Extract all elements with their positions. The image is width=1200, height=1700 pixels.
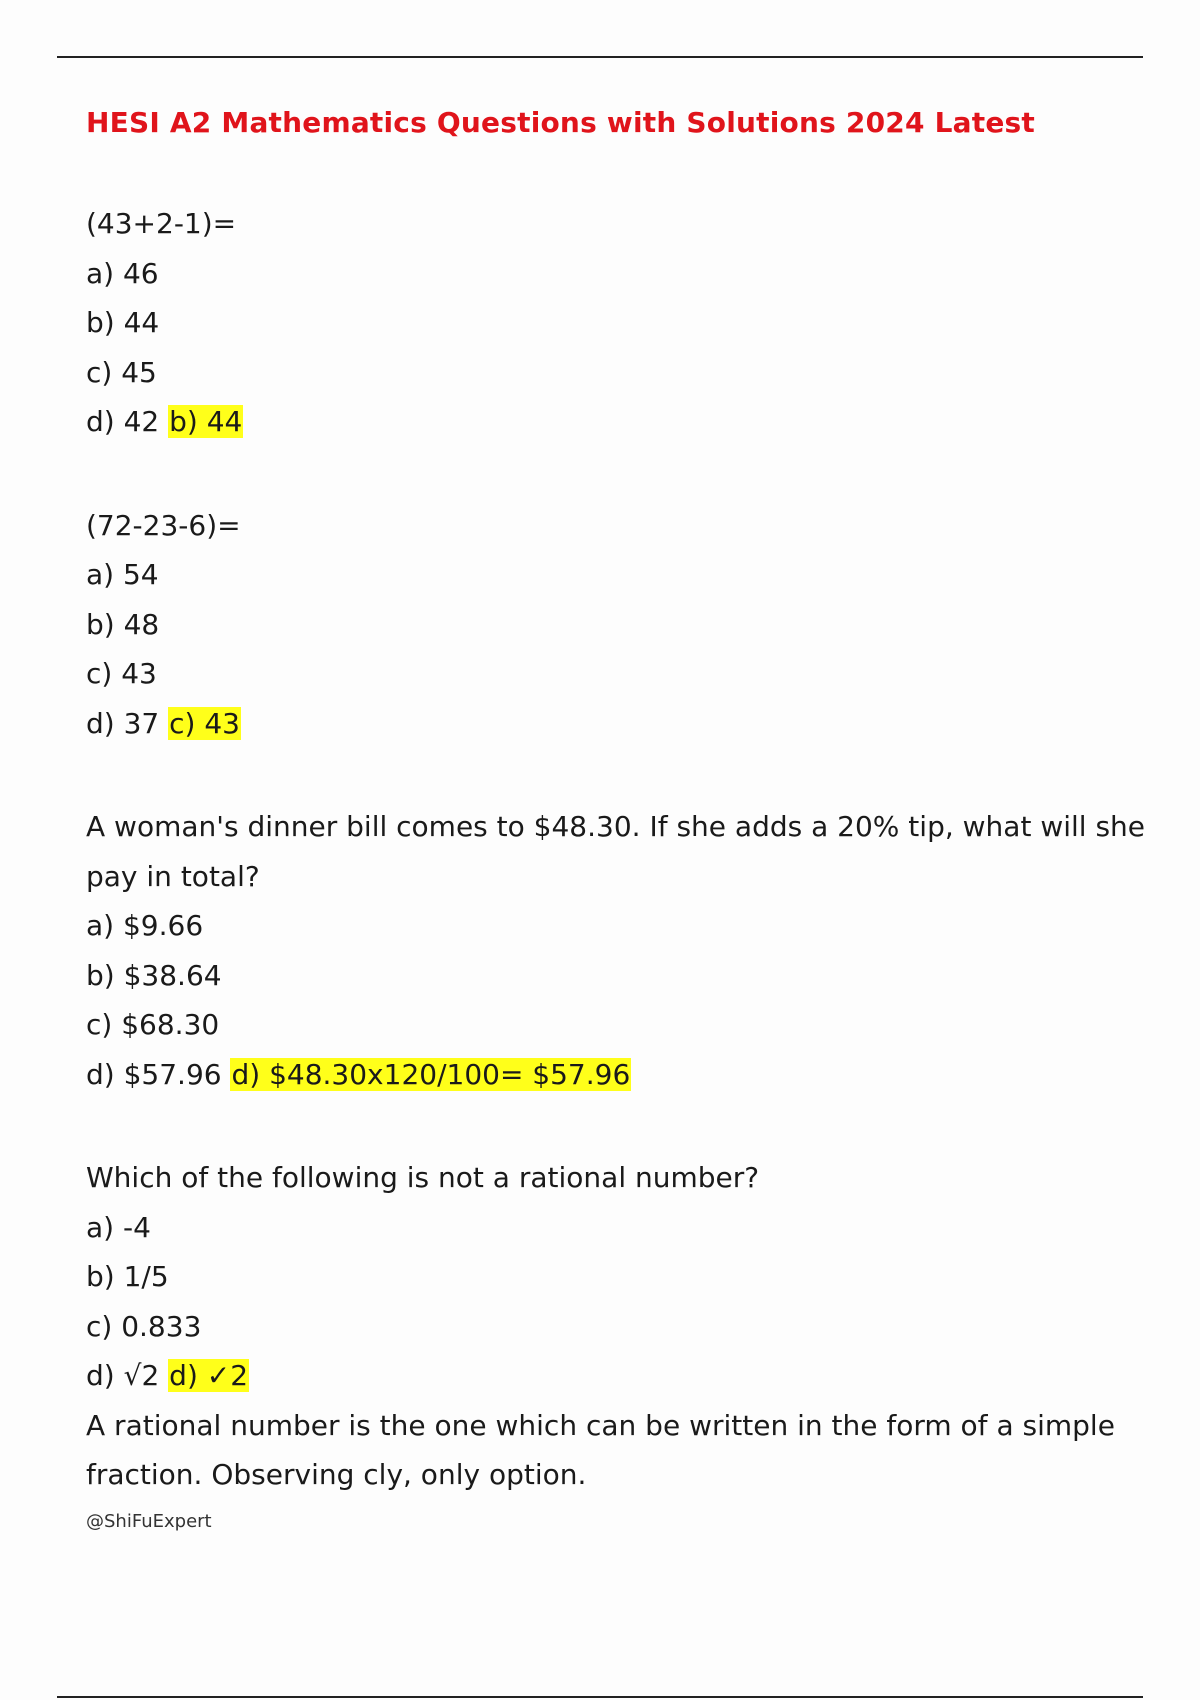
- option-d-row: [86, 1050, 1166, 1100]
- question-text: A woman's dinner bill comes to $48.30. If she adds a 20% tip, what will she pay in total?: [86, 810, 1146, 893]
- option-b: b) $38.64: [86, 958, 222, 992]
- option-c: c) 45: [86, 355, 157, 389]
- option-c: c) 43: [86, 657, 157, 690]
- answer-explanation: A rational number is the one which can be written in the form of a simple fraction. Observing cly, only option.: [86, 1408, 1115, 1491]
- option-b: b) 44: [86, 306, 160, 339]
- option-c: c) 0.833: [86, 1309, 202, 1343]
- option-a: a) -4: [86, 1210, 151, 1244]
- highlighted-answer: b) 44: [169, 405, 243, 438]
- document-body: [86, 101, 1166, 1534]
- watermark: @ShiFuExpert: [86, 1510, 212, 1532]
- option-a: a) 54: [86, 558, 159, 591]
- question-text: (43+2-1)=: [86, 207, 237, 240]
- option-a: a) $9.66: [86, 909, 204, 942]
- option-d-row: [86, 397, 1166, 447]
- highlighted-answer: d) ✓2: [169, 1359, 249, 1392]
- option-a: a) 46: [86, 256, 159, 290]
- question-2: [86, 501, 1166, 749]
- bottom-rule: [57, 1696, 1143, 1698]
- option-b: b) 48: [86, 607, 160, 641]
- question-text: (72-23-6)=: [86, 508, 241, 542]
- question-4: [86, 1153, 1166, 1500]
- highlighted-answer: d) $48.30x120/100= $57.96: [231, 1057, 631, 1091]
- top-rule: [57, 56, 1143, 58]
- option-d: d) $57.96: [86, 1057, 222, 1091]
- document-title: HESI A2 Mathematics Questions with Solutions 2024 Latest: [86, 106, 1035, 139]
- question-1: [86, 199, 1166, 447]
- option-c: c) $68.30: [86, 1008, 220, 1041]
- option-d: d) 42: [86, 405, 160, 438]
- option-d-row: [86, 699, 1166, 749]
- question-3: [86, 802, 1166, 1099]
- option-b: b) 1/5: [86, 1260, 169, 1293]
- question-text: Which of the following is not a rational number?: [86, 1161, 760, 1194]
- option-d: d) √2: [86, 1359, 160, 1392]
- option-d: d) 37: [86, 706, 160, 740]
- highlighted-answer: c) 43: [169, 706, 240, 740]
- option-d-row: [86, 1351, 1166, 1401]
